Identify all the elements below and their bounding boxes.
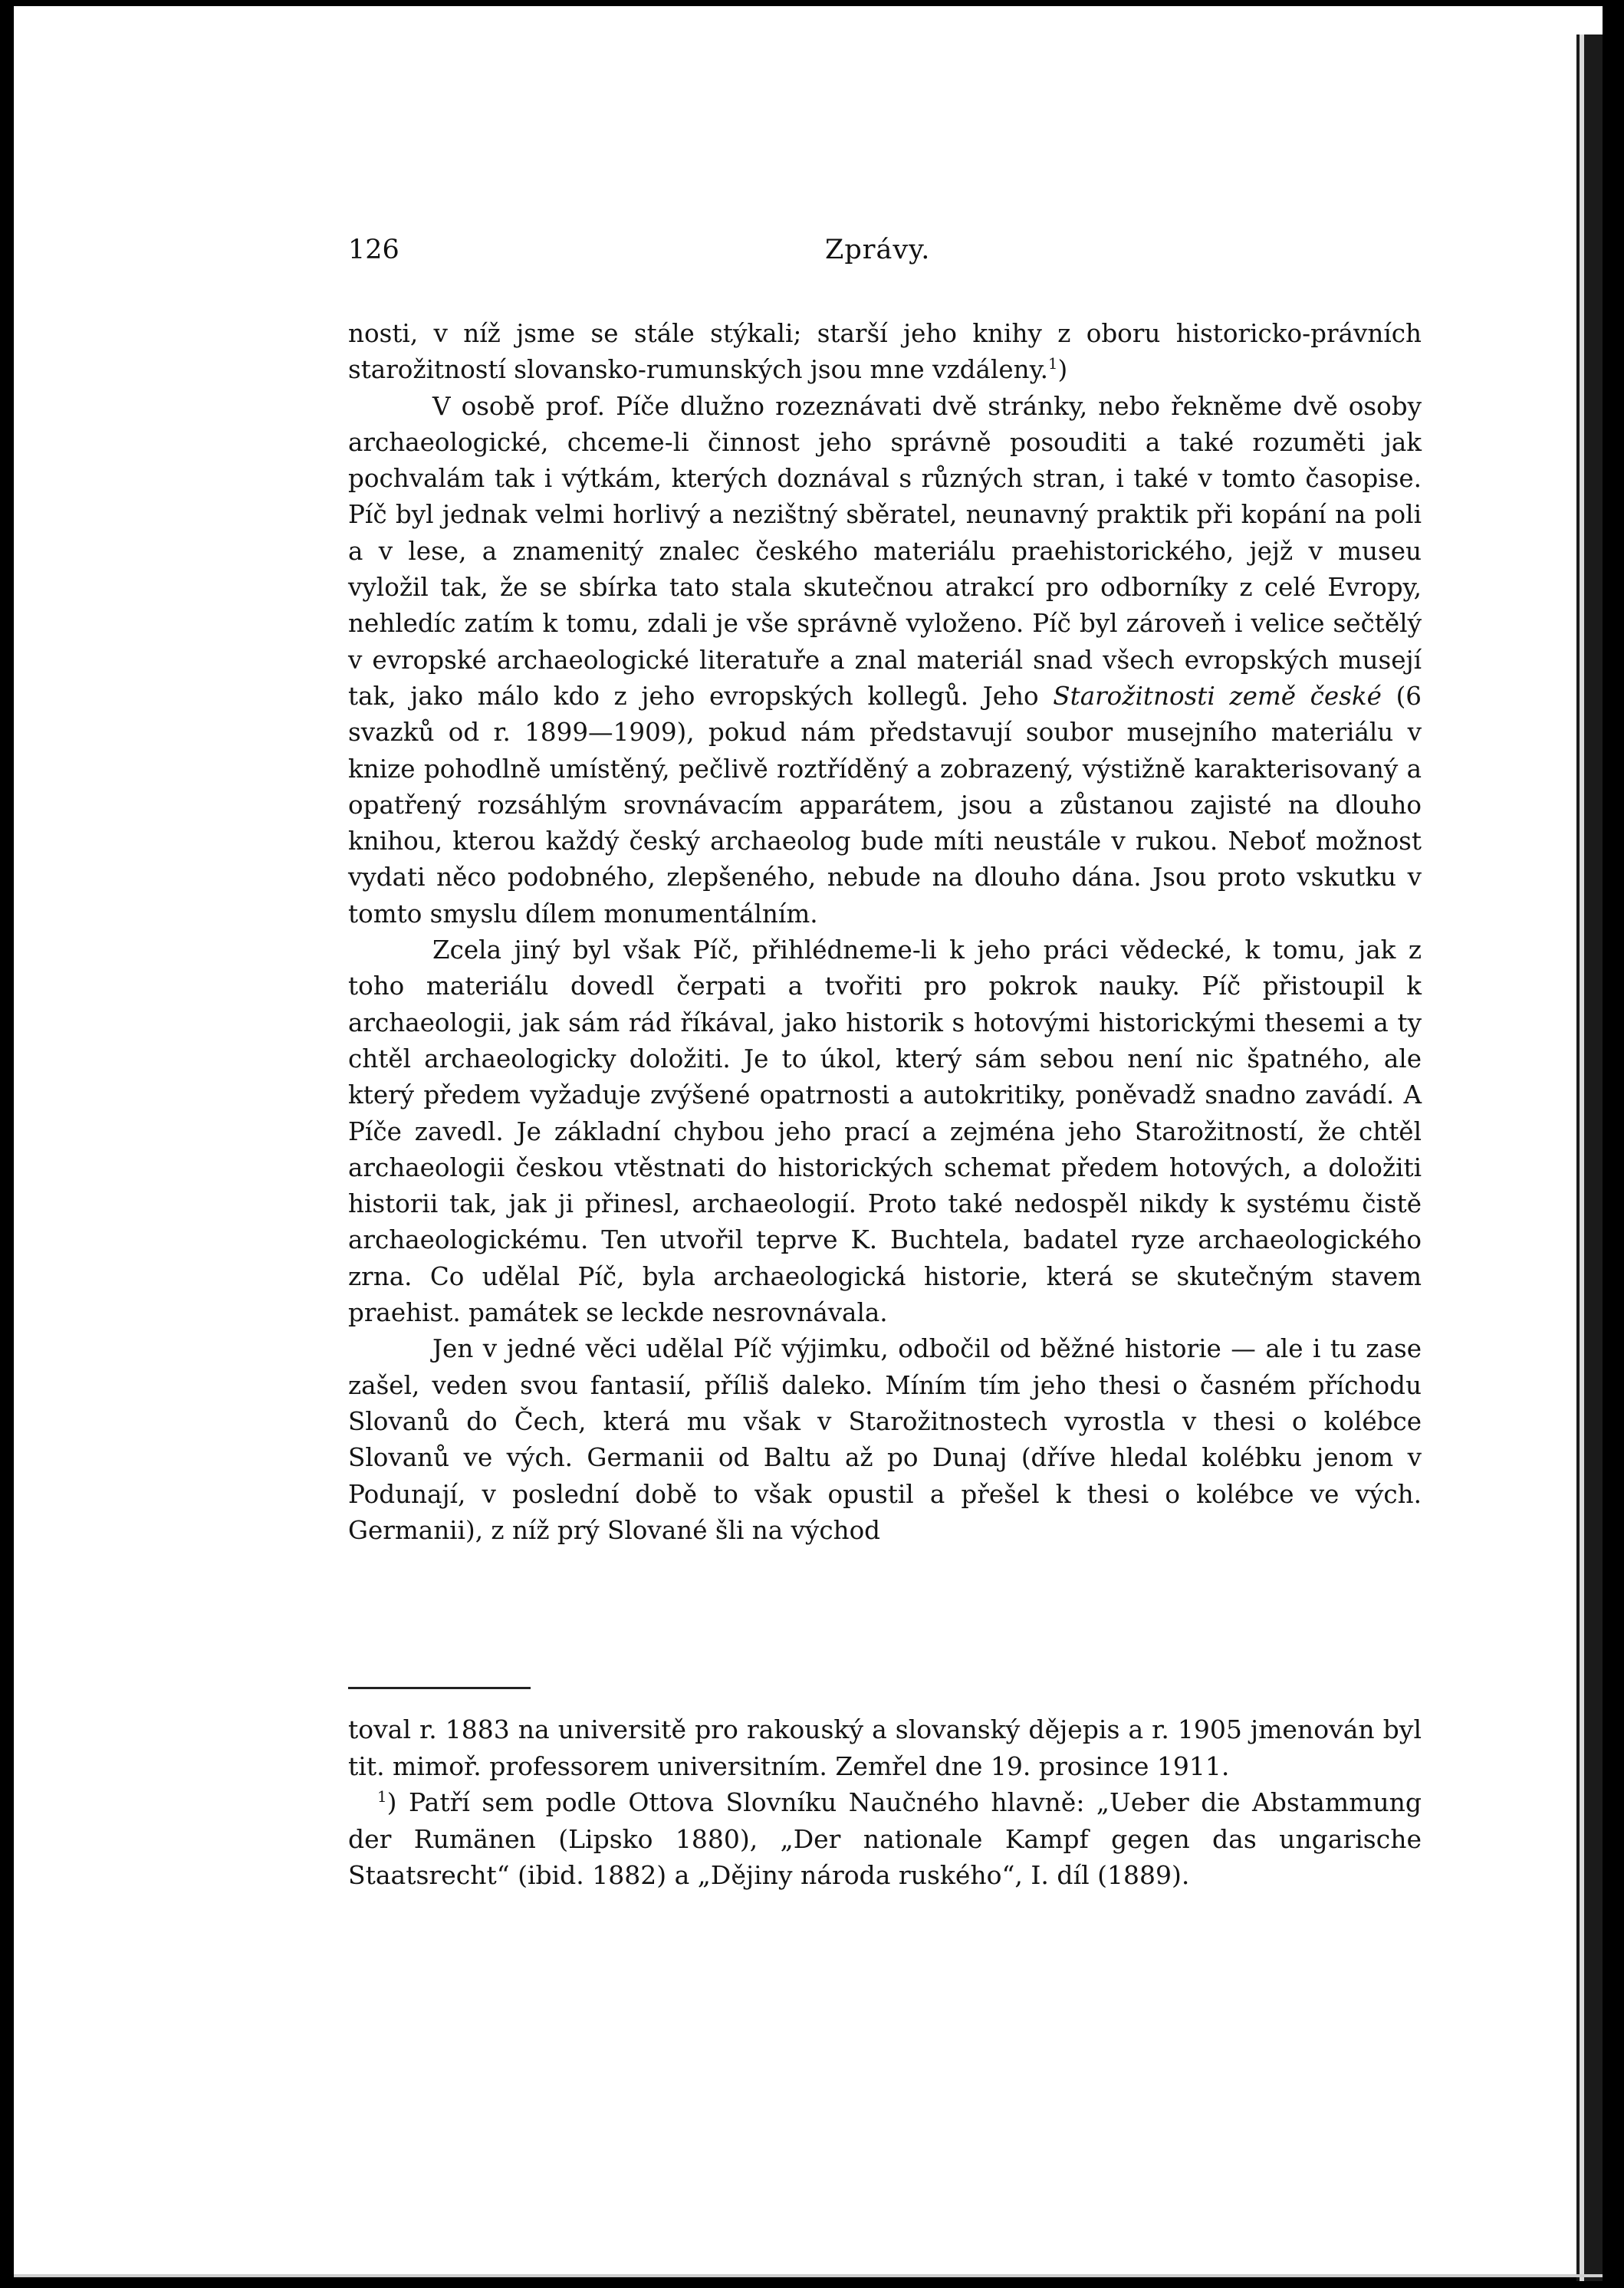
- footnote-1-marker: 1: [377, 1788, 387, 1806]
- page-header: [348, 235, 1422, 281]
- paragraph-2-text: V osobě prof. Píče dlužno rozeznávati dvě stránky, nebo řekněme dvě osoby archaeologické, chceme-li činnost jeho správně posouditi a také rozuměti jak pochvalám tak i výtkám, kterých doznával s různých stran, i také v tomto časopise. Píč byl jednak velmi horlivý a nezištný sběratel, neunavný praktik při kopání na poli a v lese, a znamenitý znalec českého materiálu praehistorického, jejž v museu vyložil tak, že se sbírka tato stala skutečnou atrakcí pro odborníky z celé Evropy, nehledíc zatím k tomu, zdali je vše správně vyloženo. Píč byl zároveň i velice sečtělý v evropské archaeologické literatuře a znal materiál snad všech evropských musejí tak, jako málo kdo z jeho evropských kollegů. Jeho: [348, 391, 1422, 711]
- footnote-continued: toval r. 1883 na universitě pro rakouský a slovanský dějepis a r. 1905 jmenován byl tit. mimoř. professorem universitním. Zemřel dne 19. prosince 1911.: [348, 1714, 1422, 1781]
- running-title: Zprávy.: [825, 235, 931, 265]
- paragraph-3: Zcela jiný byl však Píč, přihlédneme-li k jeho práci vědecké, k tomu, jak z toho materiálu dovedl čerpati a tvořiti pro pokrok nauky. Píč přistoupil k archaeologii, jak sám rád říkával, jako historik s hotovými historickými thesemi a ty chtěl archaeologicky doložiti. Je to úkol, který sám sebou není nic špatného, ale který předem vyžaduje zvýšené opatrnosti a autokritiky, poněvadž snadno zavádí. A Píče zavedl. Je základní chybou jeho prací a zejména jeho Starožitností, že chtěl archaeologii českou vtěstnati do historických schemat předem hotových, a doložiti historii tak, jak ji přinesl, archaeologií. Proto také nedospěl nikdy k systému čistě archaeologickému. Ten utvořil teprve K. Buchtela, badatel ryze archaeologického zrna. Co udělal Píč, byla archaeologická historie, která se skutečným stavem praehist. památek se leckde nesrovnávala.: [348, 935, 1422, 1328]
- paragraph-1: [348, 316, 1422, 389]
- page-number: 126: [348, 235, 399, 265]
- scan-right-border-highlight: [1580, 35, 1584, 2281]
- paragraph-4: Jen v jedné věci udělal Píč výjimku, odbočil od běžné historie — ale i tu zase zašel, veden svou fantasií, příliš daleko. Míním tím jeho thesi o časném příchodu Slovanů do Čech, která mu však v Starožitnostech vyrostla v thesi o kolébce Slovanů ve vých. Germanii od Baltu až po Dunaj (dříve hledal kolébku jenom v Podunají, v poslední době to však opustil a přešel k thesi o kolébce ve vých. Germanii), z níž prý Slované šli na východ: [348, 1334, 1422, 1545]
- main-text: [348, 316, 1422, 1549]
- footnote-1-text: ) Patří sem podle Ottova Slovníku Naučného hlavně: „Ueber die Abstammung der Rumänen (Lipsko 1880), „Der nationale Kampf gegen das ungarische Staatsrecht“ (ibid. 1882) a „Dějiny národa ruského“, I. díl (1889).: [348, 1787, 1422, 1890]
- footnote-reference: 1: [1048, 355, 1058, 373]
- footnotes: [348, 1711, 1422, 1894]
- paragraph-2: [348, 389, 1422, 932]
- book-title-italic: Starožitnosti země české: [1053, 681, 1382, 711]
- footnote-1: [348, 1784, 1422, 1894]
- scan-bottom-edge: [14, 2274, 1603, 2277]
- paragraph-2-rest: (6 svazků od r. 1899—1909), pokud nám představují soubor musejního materiálu v knize pohodlně umístěný, pečlivě roztříděný a zobrazený, výstižně karakterisovaný a opatřený rozsáhlým srovnávacím apparátem, jsou a zůstanou zajisté na dlouho knihou, kterou každý český archaeolog bude míti neustále v rukou. Neboť možnost vydati něco podobného, zlepšeného, nebude na dlouho dána. Jsou proto vskutku v tomto smyslu dílem monumentálním.: [348, 681, 1422, 929]
- footnote-divider: [348, 1687, 531, 1689]
- footnote-reference-paren: ): [1057, 355, 1068, 385]
- paragraph-1-text: nosti, v níž jsme se stále stýkali; starší jeho knihy z oboru historicko-právních starožitností slovansko-rumunských jsou mne vzdáleny.: [348, 319, 1422, 385]
